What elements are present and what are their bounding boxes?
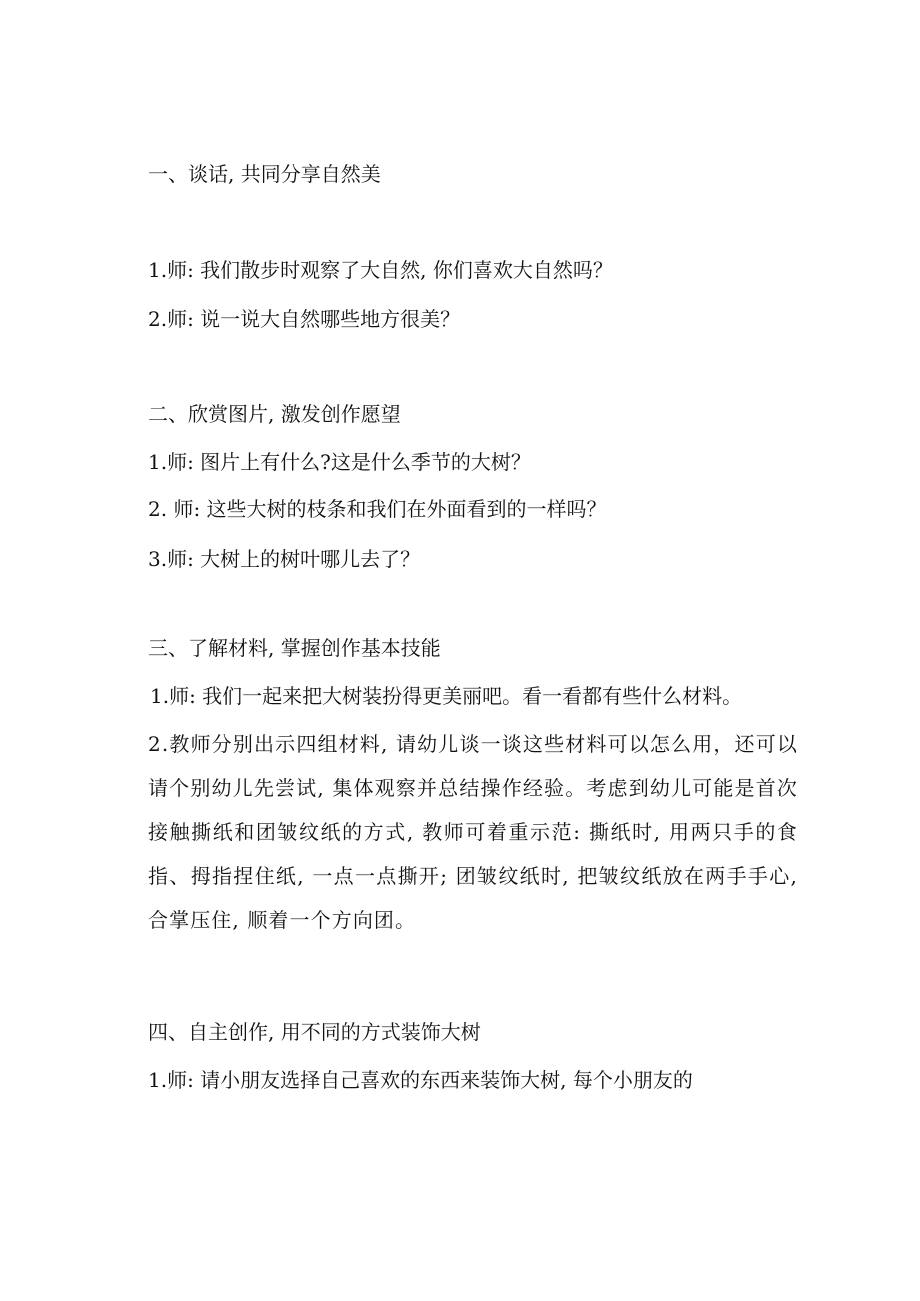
section-1-item-2: 2.师: 说一说大自然哪些地方很美？ [148, 307, 461, 331]
section-3-item-2: 2.教师分别出示四组材料, 请幼儿谈一谈这些材料可以怎么用，还可以请个别幼儿先尝试, 集体观察并总结操作经验。考虑到幼儿可能是首次接触撕纸和团皱纹纸的方式, 教师可着重示范: 撕纸时, 用两只手的食指、拇指捏住纸, 一点一点撕开; 团皱纹纸时, 把皱纹纸放在两手手心, 合掌压住, 顺着一个方向团。 [148, 732, 798, 932]
section-2-item-3: 3.师: 大树上的树叶哪儿去了？ [148, 547, 421, 571]
section-1-heading: 一、谈话, 共同分享自然美 [148, 162, 381, 186]
section-2-item-1: 1.师: 图片上有什么?这是什么季节的大树？ [148, 450, 531, 474]
section-4-heading: 四、自主创作, 用不同的方式装饰大树 [148, 1020, 481, 1044]
section-3-item-1: 1.师: 我们一起来把大树装扮得更美丽吧。看一看都有些什么材料。 [150, 684, 743, 708]
section-4-item-1: 1.师: 请小朋友选择自己喜欢的东西来装饰大树, 每个小朋友的 [148, 1068, 693, 1092]
section-2-item-2: 2. 师: 这些大树的枝条和我们在外面看到的一样吗？ [148, 497, 607, 521]
section-2-heading: 二、欣赏图片, 激发创作愿望 [148, 402, 401, 426]
section-3-heading: 三、了解材料, 掌握创作基本技能 [148, 636, 441, 660]
section-1-item-1: 1.师: 我们散步时观察了大自然, 你们喜欢大自然吗？ [148, 258, 613, 282]
